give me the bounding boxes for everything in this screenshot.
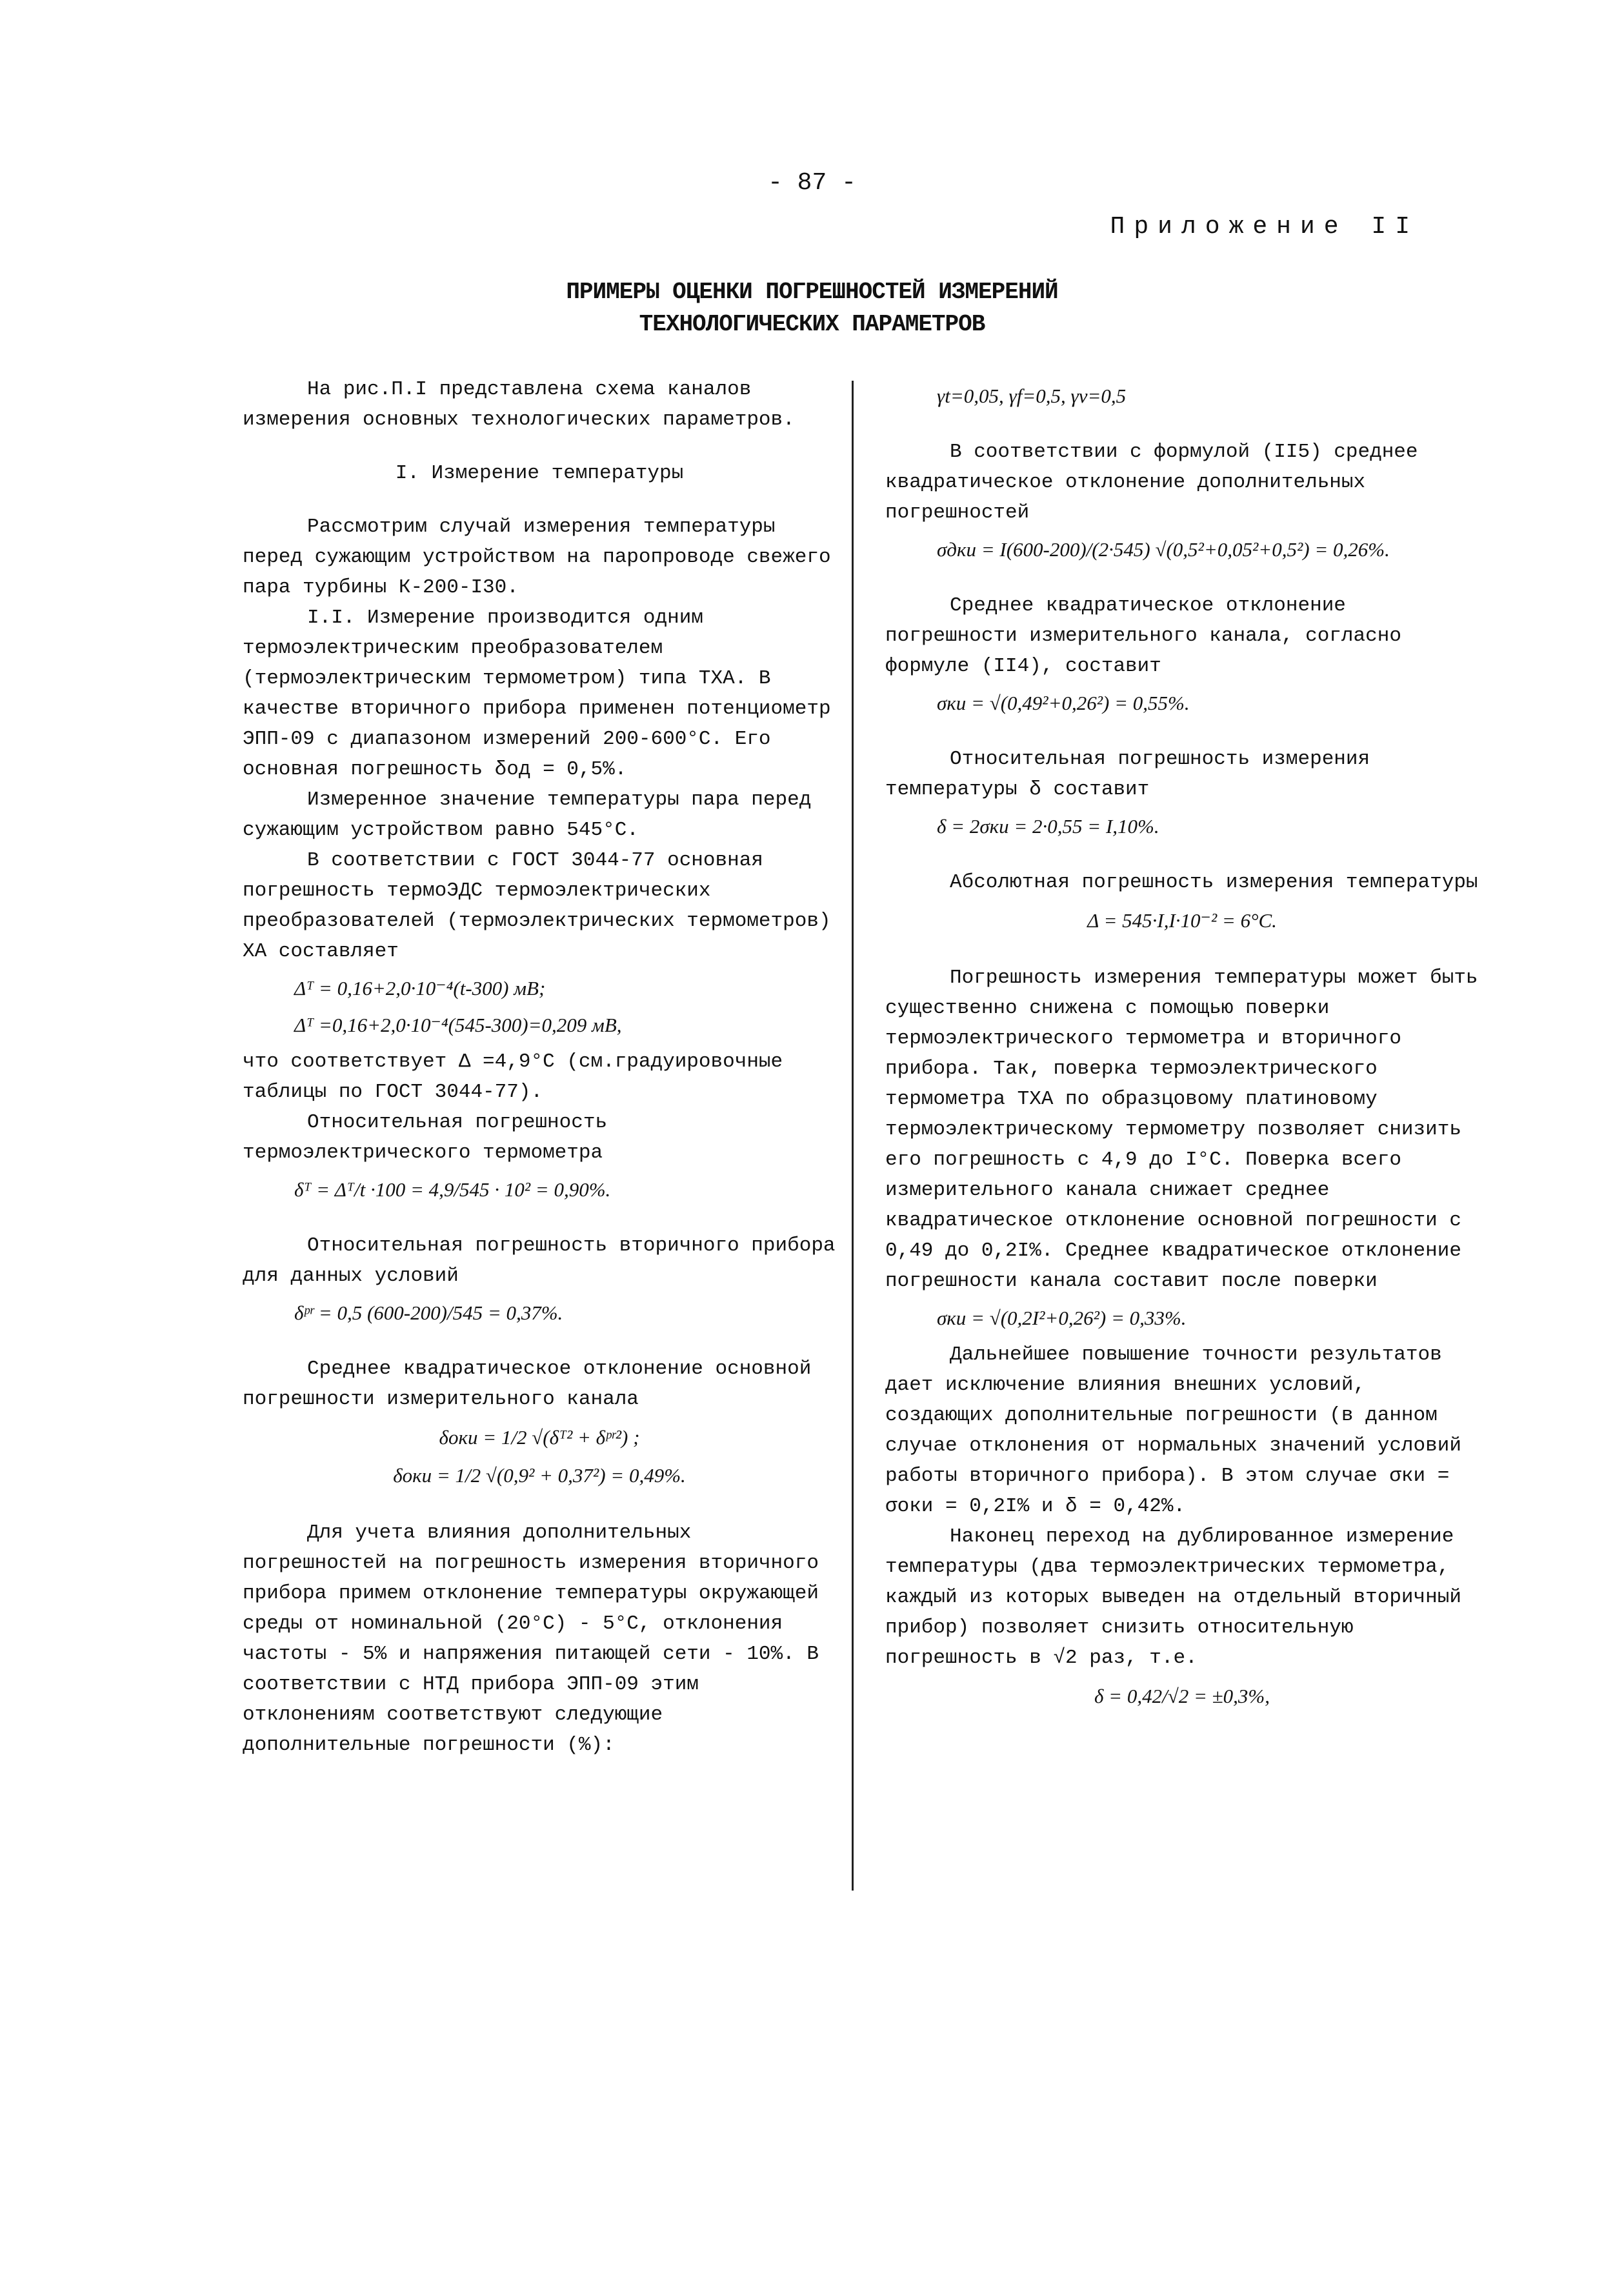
intro-paragraph: На рис.П.I представлена схема каналов измерения основных технологических параметров. (243, 378, 795, 431)
formula: γt=0,05, γf=0,5, γv=0,5 (937, 385, 1127, 407)
right-column (885, 374, 1479, 1719)
paragraph: В соответствии с формулой (II5) среднее квадратическое отклонение дополнительных погрешностей (885, 441, 1418, 524)
title-line-2: ТЕХНОЛОГИЧЕСКИХ ПАРАМЕТРОВ (639, 311, 985, 337)
formula: δᵖʳ = 0,5 (600-200)/545 = 0,37%. (294, 1301, 563, 1324)
paragraph: Относительная погрешность измерения температуры δ составит (885, 748, 1370, 801)
paragraph: Для учета влияния дополнительных погрешностей на погрешность измерения вторичного прибора примем отклонение температуры окружающей среды от номинальной (20°С) - 5°С, отклонения частоты - 5% и напряжения питающей сети - 10%. В соответствии с НТД прибора ЭПП-09 этим отклонениям соответствуют следующие дополнительные погрешности (%): (243, 1521, 819, 1756)
paragraph: Рассмотрим случай измерения температуры перед сужающим устройством на паропроводе свежего пара турбины К-200-I30. (243, 516, 831, 599)
paragraph: Наконец переход на дублированное измерение температуры (два термоэлектрических термометра, каждый из которых выведен на отдельный вторичный прибор) позволяет снизить относительную погрешность в √2 раз, т.е. (885, 1525, 1461, 1669)
paragraph: Абсолютная погрешность измерения температуры (950, 871, 1478, 894)
paragraph: Измеренное значение температуры пара перед сужающим устройством равно 545°С. (243, 788, 812, 841)
formula: δ = 0,42/√2 = ±0,3%, (1094, 1685, 1270, 1707)
paragraph: Среднее квадратическое отклонение основной погрешности измерительного канала (243, 1358, 812, 1411)
page-title (0, 276, 1624, 341)
formula: δᵀ = Δᵀ/t ·100 = 4,9/545 · 10² = 0,90%. (294, 1178, 611, 1201)
formula: δ = 2σки = 2·0,55 = I,10%. (937, 815, 1159, 838)
left-column (243, 374, 836, 1760)
column-divider (852, 381, 854, 1891)
paragraph: Относительная погрешность вторичного прибора для данных условий (243, 1234, 836, 1287)
formula: σдки = I(600-200)/(2·545) √(0,5²+0,05²+0,5²) = 0,26%. (937, 538, 1390, 561)
paragraph: Относительная погрешность термоэлектрического термометра (243, 1111, 608, 1164)
page-number: - 87 - (768, 169, 856, 197)
title-line-1: ПРИМЕРЫ ОЦЕНКИ ПОГРЕШНОСТЕЙ ИЗМЕРЕНИЙ (566, 279, 1058, 305)
formula: σки = √(0,49²+0,26²) = 0,55%. (937, 692, 1190, 714)
paragraph: Среднее квадратическое отклонение погрешности измерительного канала, согласно формуле (II4), составит (885, 594, 1401, 678)
paragraph: I.I. Измерение производится одним термоэлектрическим преобразователем (термоэлектрическим термометром) типа ТХА. В качестве вторичного прибора применен потенциометр ЭПП-09 с диапазоном измерений 200-600°С. Его основная погрешность δод = 0,5%. (243, 607, 831, 781)
formula: Δᵀ =0,16+2,0·10⁻⁴(545-300)=0,209 мВ, (294, 1014, 622, 1036)
paragraph: В соответствии с ГОСТ 3044-77 основная погрешность термоЭДС термоэлектрических преобразователей (термоэлектрических термометров) ХА составляет (243, 849, 831, 963)
formula: σки = √(0,2I²+0,26²) = 0,33%. (937, 1307, 1187, 1329)
appendix-label: Приложение II (1110, 213, 1419, 241)
formula: δоки = 1/2 √(0,9² + 0,37²) = 0,49%. (393, 1464, 686, 1487)
section-heading: I. Измерение температуры (395, 462, 684, 485)
formula: δоки = 1/2 √(δᵀ² + δᵖʳ²) ; (439, 1426, 640, 1449)
paragraph: Дальнейшее повышение точности результатов дает исключение влияния внешних условий, создающих дополнительные погрешности (в данном случае отклонения от нормальных значений условий работы вторичного прибора). В этом случае σки = σоки = 0,2I% и δ = 0,42%. (885, 1343, 1461, 1518)
paragraph: что соответствует Δ =4,9°С (см.градуировочные таблицы по ГОСТ 3044-77). (243, 1050, 783, 1103)
formula: Δ = 545·I,I·10⁻² = 6°С. (1087, 909, 1277, 932)
paragraph: Погрешность измерения температуры может быть существенно снижена с помощью поверки термоэлектрического термометра и вторичного прибора. Так, поверка термоэлектрического термометра ТХА по образцовому платиновому термоэлектрическому термометру позволяет снизить его погрешность с 4,9 до I°С. Поверка всего измерительного канала снижает среднее квадратическое отклонение основной погрешности с 0,49 до 0,2I%. Среднее квадратическое отклонение погрешности канала составит после поверки (885, 967, 1478, 1292)
formula: Δᵀ = 0,16+2,0·10⁻⁴(t-300) мВ; (294, 977, 546, 999)
